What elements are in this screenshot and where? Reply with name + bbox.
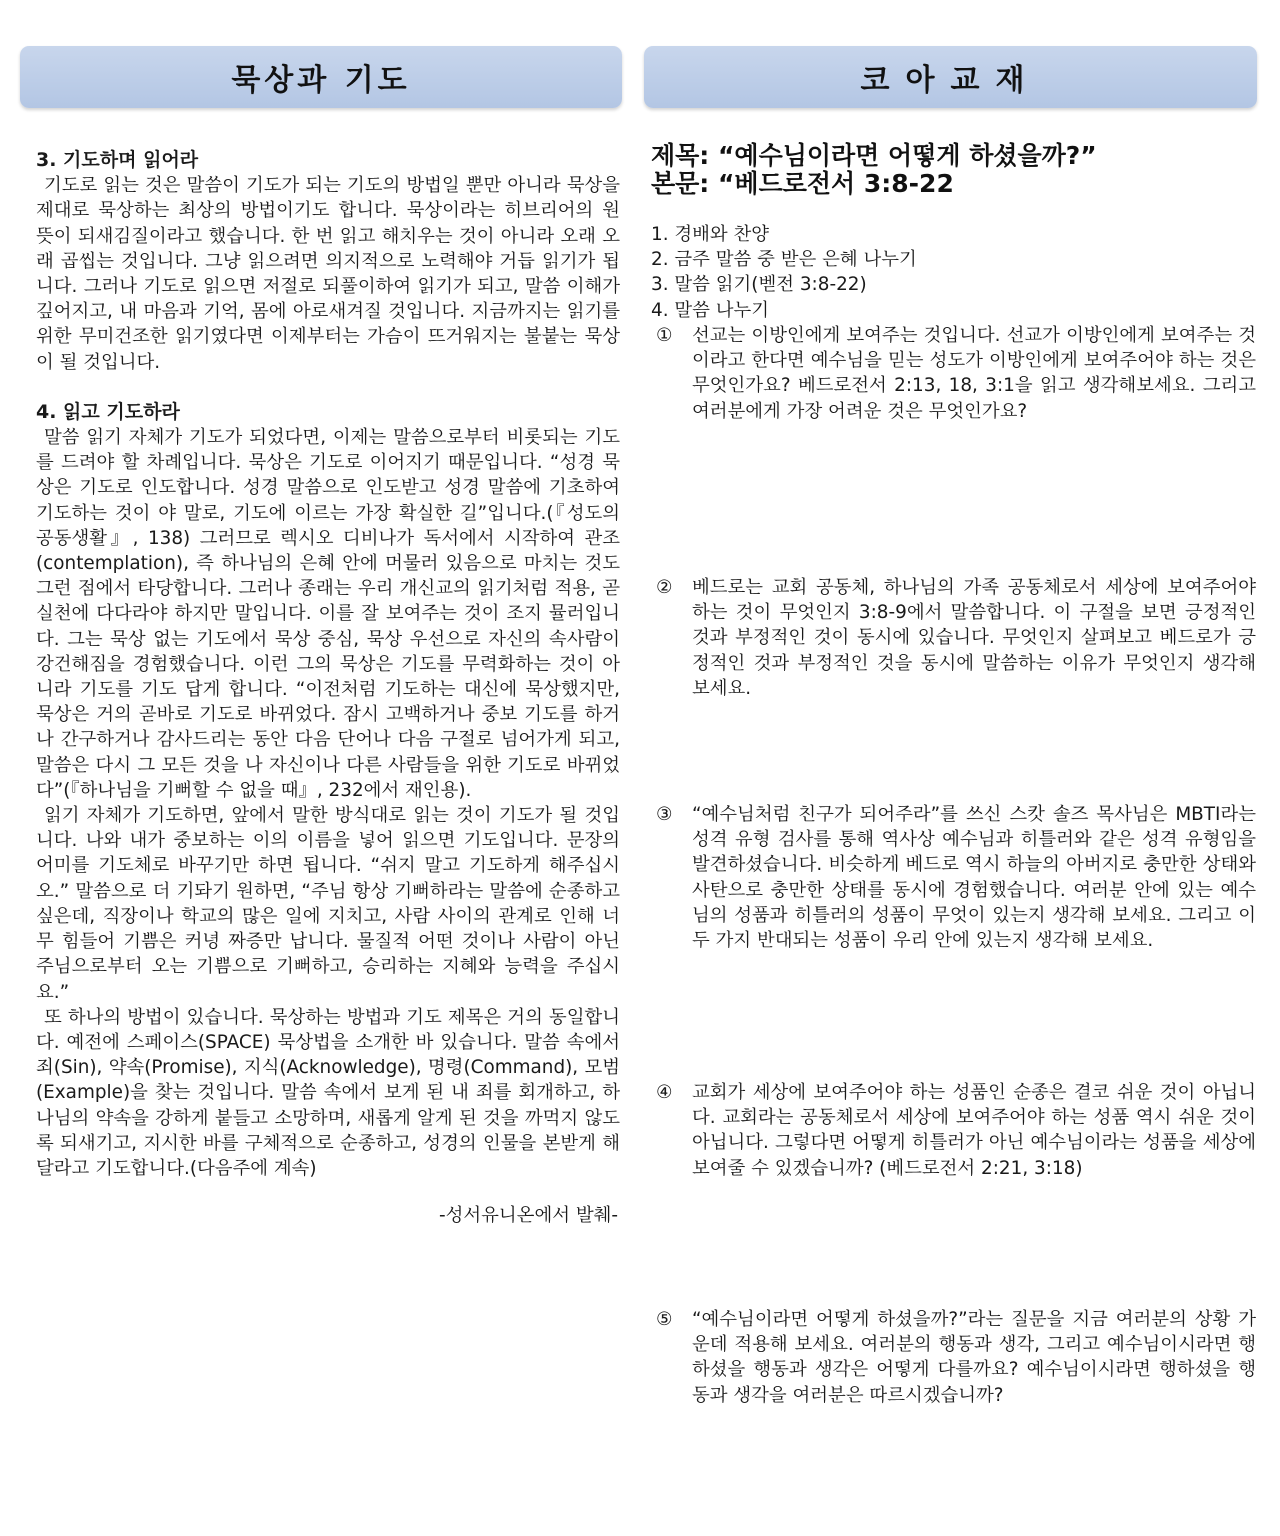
question-number: ① [656,325,673,346]
question-3 [656,802,1256,953]
section-4-paragraph-3: 또 하나의 방법이 있습니다. 묵상하는 방법과 기도 제목은 거의 동일합니다. 예전에 스페이스(SPACE) 묵상법을 소개한 바 있습니다. 말씀 속에서 죄(Sin), 약속(Promise), 지식(Acknowledge), 명령(Command), 모범(Example)을 찾는 것입니다. 말씀 속에서 보게 된 내 죄를 회개하고, 하나님의 약속을 강하게 붙들고 소망하며, 새롭게 알게 된 것을 까먹지 않도록 되새기고, 지시한 바를 구체적으로 순종하고, 성경의 인물을 본받게 해달라고 기도합니다.(다음주에 계속) [36,1006,620,1179]
lesson-steps [651,222,1251,323]
step-item: 1. 경배와 찬양 [651,224,770,245]
section-3-title: 3. 기도하며 읽어라 [36,149,199,171]
section-3-body: 기도로 읽는 것은 말씀이 기도가 되는 기도의 방법일 뿐만 아니라 묵상을 제대로 묵상하는 최상의 방법이기도 합니다. 묵상이라는 히브리어의 원 뜻이 되새김질이라고 했습니다. 한 번 읽고 해치우는 것이 아니라 오래 오래 곱씹는 것입니다. 그냥 읽으려면 의지적으로 노력해야 거듭 읽기가 됩니다. 그러나 기도로 읽으면 저절로 되풀이하여 읽기가 되고, 말씀 이해가 깊어지고, 내 마음과 기억, 몸에 아로새겨질 것입니다. 지금까지는 읽기를 위한 무미건조한 읽기였다면 이제부터는 가슴이 뜨거워지는 불붙는 묵상이 될 것입니다. [36,175,620,373]
step-item: 2. 금주 말씀 중 받은 은혜 나누기 [651,249,917,271]
step-item: 3. 말씀 읽기(벧전 3:8-22) [651,274,867,296]
lesson-scripture: 본문: “베드로전서 3:8-22 [651,169,954,198]
right-header-title: 코아교재 [860,63,1041,98]
question-number: ② [656,577,673,598]
question-5 [656,1307,1256,1408]
question-text: “예수님이라면 어떻게 하셨을까?”라는 질문을 지금 여러분의 상황 가운데 적용해 보세요. 여러분의 행동과 생각, 그리고 예수님이시라면 행하셨을 행동과 생각은 어떻게 다를까요? 예수님이시라면 행하셨을 행동과 생각을 여러분은 따르시겠습니까? [692,1309,1256,1406]
section-4-paragraph-2: 읽기 자체가 기도하면, 앞에서 말한 방식대로 읽는 것이 기도가 될 것입니다. 나와 내가 중보하는 이의 이름을 넣어 읽으면 기도입니다. 문장의 어미를 기도체로 바꾸기만 하면 됩니다. “쉬지 말고 기도하게 해주십시오.” 말씀으로 더 기돠기 원하면, “주님 항상 기뻐하라는 말씀에 순종하고 싶은데, 직장이나 학교의 많은 일에 지치고, 사람 사이의 관계로 인해 너무 힘들어 기쁨은 커녕 짜증만 납니다. 물질적 어떤 것이나 사람이 아닌 주님으로부터 오는 기쁨으로 기뻐하고, 승리하는 지혜와 능력을 주십시요.” [36,805,620,1003]
lesson-title: 제목: “예수님이라면 어떻게 하셨을까?” [651,141,1097,170]
left-header-title: 묵상과 기도 [231,63,411,98]
meditation-article [36,148,620,1228]
left-header-banner [20,46,622,108]
question-text: 교회가 세상에 보여주어야 하는 성품인 순종은 결코 쉬운 것이 아닙니다. 교회라는 공동체로서 세상에 보여주어야 하는 성품 역시 쉬운 것이 아닙니다. 그렇다면 어떻게 히틀러가 아닌 예수님이라는 성품을 세상에 보여줄 수 있겠습니까? (베드로전서 2:21, 3:18) [692,1082,1256,1179]
source-credit: -성서유니온에서 발췌- [438,1205,618,1227]
question-number: ③ [656,804,673,825]
question-4 [656,1080,1256,1181]
section-4-paragraph-1: 말씀 읽기 자체가 기도가 되었다면, 이제는 말씀으로부터 비롯되는 기도를 드려야 할 차례입니다. 묵상은 기도로 이어지기 때문입니다. “성경 묵상은 기도로 인도합니다. 성경 말씀으로 인도받고 성경 말씀에 기초하여 기도하는 것이 야 말로, 기도에 이르는 가장 확실한 길”입니다.(『성도의 공동생활』, 138) 그러므로 렉시오 디비나가 독서에서 시작하여 관조(contemplation), 즉 하나님의 은혜 안에 머물러 있음으로 마치는 것도 그런 점에서 타당합니다. 그러나 종래는 우리 개신교의 읽기처럼 적용, 곧 실천에 다다라야 하지만 말입니다. 이를 잘 보여주는 것이 조지 뮬러입니다. 그는 묵상 없는 기도에서 묵상 중심, 묵상 우선으로 자신의 속사람이 강건해짐을 경험했습니다. 이런 그의 묵상은 기도를 무력화하는 것이 아니라 기도를 기도 답게 합니다. “이전처럼 기도하는 대신에 묵상했지만, 묵상은 거의 곧바로 기도로 바뀌었다. 잠시 고백하거나 중보 기도를 하거나 간구하거나 감사드리는 동안 다음 단어나 다음 구절로 넘어가게 되고, 말씀은 다시 그 모든 것을 나 자신이나 다른 사람들을 위한 기도로 바뀌었다”(『하나님을 기뻐할 수 없을 때』, 232에서 재인용). [36,427,620,801]
question-2 [656,575,1256,701]
right-header-banner [644,46,1257,108]
section-4-title: 4. 읽고 기도하라 [36,400,180,423]
question-text: “예수님처럼 친구가 되어주라”를 쓰신 스캇 솔즈 목사님은 MBTI라는 성격 유형 검사를 통해 역사상 예수님과 히틀러와 같은 성격 유형임을 발견하셨습니다. 비슷하게 베드로 역시 하늘의 아버지로 충만한 상태와 사탄으로 충만한 상태를 동시에 경험했습니다. 여러분 안에 있는 예수님의 성품과 히틀러의 성품이 무엇이 있는지 생각해 보세요. 그리고 이 두 가지 반대되는 성품이 우리 안에 있는지 생각해 보세요. [692,804,1256,952]
question-1 [656,323,1256,424]
step-item: 4. 말씀 나누기 [651,299,770,321]
section-gap [36,375,620,400]
question-text: 선교는 이방인에게 보여주는 것입니다. 선교가 이방인에게 보여주는 것이라고 한다면 예수님을 믿는 성도가 이방인에게 보여주어야 하는 것은 무엇인가요? 베드로전서 2:13, 18, 3:1을 읽고 생각해보세요. 그리고 여러분에게 가장 어려운 것은 무엇인가요? [692,325,1256,422]
question-number: ④ [656,1082,673,1103]
lesson-title-block [651,142,1251,198]
question-text: 베드로는 교회 공동체, 하나님의 가족 공동체로서 세상에 보여주어야 하는 것이 무엇인지 3:8-9에서 말씀합니다. 이 구절을 보면 긍정적인 것과 부정적인 것이 동시에 있습니다. 무엇인지 살펴보고 베드로가 긍정적인 것과 부정적인 것을 동시에 말씀하는 이유가 무엇인지 생각해 보세요. [692,577,1256,699]
question-number: ⑤ [656,1309,673,1330]
